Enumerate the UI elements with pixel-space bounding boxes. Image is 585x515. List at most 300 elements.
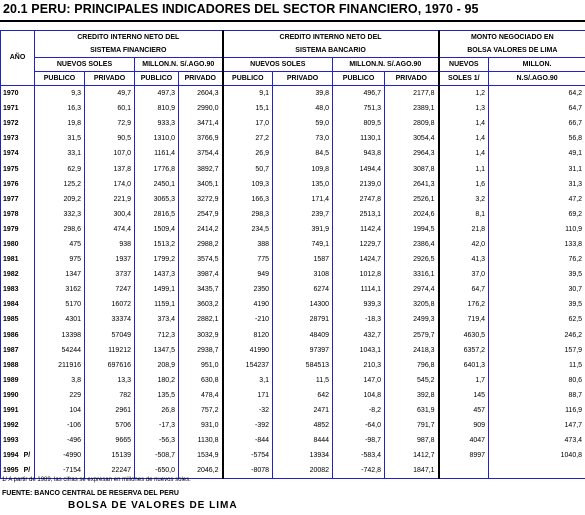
table-header <box>1 31 585 86</box>
year-cell <box>1 207 35 222</box>
value-cell: 1012,8 <box>333 267 385 282</box>
value-cell: 57049 <box>85 328 135 343</box>
value-cell: 3,2 <box>439 192 489 207</box>
value-cell: 3574,5 <box>179 252 223 267</box>
value-cell: 56,8 <box>489 131 585 146</box>
source-note: FUENTE: BANCO CENTRAL DE RESERVA DEL PERU <box>2 490 179 497</box>
value-cell: 31,5 <box>35 131 85 146</box>
value-cell: 809,5 <box>333 116 385 131</box>
value-cell: 64,7 <box>439 282 489 297</box>
value-cell: 31,3 <box>489 177 585 192</box>
value-cell: 2450,1 <box>135 177 179 192</box>
value-cell: 496,7 <box>333 86 385 102</box>
value-cell: 5170 <box>35 297 85 312</box>
value-cell: 13,3 <box>85 373 135 388</box>
value-cell: 775 <box>223 252 273 267</box>
value-cell: 1799,2 <box>135 252 179 267</box>
value-cell: 4047 <box>439 433 489 448</box>
value-cell: 15,1 <box>223 101 273 116</box>
value-cell: 69,2 <box>489 207 585 222</box>
title-rule <box>0 20 585 22</box>
value-cell: 1,2 <box>439 86 489 102</box>
value-cell: 1437,3 <box>135 267 179 282</box>
year-cell <box>1 177 35 192</box>
footnote: 1/ A partir de 1989, las cifras se expresan en millones de nuevos soles. <box>2 477 191 483</box>
value-cell: 2641,3 <box>385 177 439 192</box>
value-cell: 48409 <box>273 328 333 343</box>
value-cell: 14300 <box>273 297 333 312</box>
table-row <box>1 282 585 297</box>
value-cell: 171,4 <box>273 192 333 207</box>
year-cell <box>1 403 35 418</box>
value-cell: 1,4 <box>439 146 489 161</box>
millon-n-header: MILLON.N. S/.AGO.90 <box>135 58 223 72</box>
table-row <box>1 116 585 131</box>
value-cell: 631,9 <box>385 403 439 418</box>
value-cell: 33374 <box>85 312 135 327</box>
value-cell: 584513 <box>273 358 333 373</box>
year-value: 1994 <box>3 452 19 460</box>
value-cell: 171 <box>223 388 273 403</box>
value-cell: 810,9 <box>135 101 179 116</box>
group3-header-line1: MONTO NEGOCIADO EN <box>439 31 585 45</box>
value-cell: 72,9 <box>85 116 135 131</box>
value-cell: 1937 <box>85 252 135 267</box>
year-cell <box>1 237 35 252</box>
value-cell: 909 <box>439 418 489 433</box>
value-cell: 2926,5 <box>385 252 439 267</box>
value-cell: 15139 <box>85 448 135 463</box>
value-cell: 104,8 <box>333 388 385 403</box>
value-cell: 1,1 <box>439 161 489 176</box>
table-row <box>1 312 585 327</box>
value-cell: 2526,1 <box>385 192 439 207</box>
table-row <box>1 403 585 418</box>
value-cell: 3405,1 <box>179 177 223 192</box>
value-cell: 49,1 <box>489 146 585 161</box>
value-cell: -98,7 <box>333 433 385 448</box>
value-cell: 41,3 <box>439 252 489 267</box>
value-cell: 73,0 <box>273 131 333 146</box>
nuevos-soles-header: NUEVOS SOLES <box>35 58 135 72</box>
value-cell: 104 <box>35 403 85 418</box>
value-cell: 300,4 <box>85 207 135 222</box>
value-cell: -392 <box>223 418 273 433</box>
value-cell: 147,0 <box>333 373 385 388</box>
value-cell: 2418,3 <box>385 343 439 358</box>
bolsa-col2-header-line1: MILLON. <box>489 58 585 72</box>
year-value: 1978 <box>3 210 19 218</box>
year-cell <box>1 373 35 388</box>
value-cell: 3,1 <box>223 373 273 388</box>
value-cell: 2547,9 <box>179 207 223 222</box>
value-cell: 642 <box>273 388 333 403</box>
value-cell: 1,6 <box>439 177 489 192</box>
year-cell <box>1 328 35 343</box>
value-cell: 1347,5 <box>135 343 179 358</box>
value-cell: -583,4 <box>333 448 385 463</box>
value-cell: 3603,2 <box>179 297 223 312</box>
value-cell: 154237 <box>223 358 273 373</box>
value-cell: 545,2 <box>385 373 439 388</box>
value-cell: -8078 <box>223 463 273 479</box>
table-row <box>1 388 585 403</box>
year-value: 1977 <box>3 195 19 203</box>
table-body <box>1 86 585 479</box>
value-cell: 697616 <box>85 358 135 373</box>
year-value: 1995 <box>3 467 19 475</box>
value-cell: 21,8 <box>439 222 489 237</box>
value-cell: 39,5 <box>489 297 585 312</box>
value-cell: 1043,1 <box>333 343 385 358</box>
privado-header-3: PRIVADO <box>273 72 333 86</box>
privado-header-4: PRIVADO <box>385 72 439 86</box>
value-cell: 116,9 <box>489 403 585 418</box>
value-cell: 64,2 <box>489 86 585 102</box>
value-cell: 1130,1 <box>333 131 385 146</box>
value-cell: 137,8 <box>85 161 135 176</box>
year-cell <box>1 101 35 116</box>
year-value: 1984 <box>3 301 19 309</box>
millon-n-header-2: MILLON.N. S/.AGO.90 <box>333 58 439 72</box>
value-cell: 298,3 <box>223 207 273 222</box>
value-cell: 50,7 <box>223 161 273 176</box>
value-cell: 478,4 <box>179 388 223 403</box>
year-cell <box>1 86 35 102</box>
value-cell: 180,2 <box>135 373 179 388</box>
value-cell: 975 <box>35 252 85 267</box>
year-value: 1980 <box>3 240 19 248</box>
value-cell: 3766,9 <box>179 131 223 146</box>
value-cell: 1847,1 <box>385 463 439 479</box>
value-cell: 109,3 <box>223 177 273 192</box>
year-cell <box>1 448 35 463</box>
value-cell: 90,5 <box>85 131 135 146</box>
value-cell: 9,3 <box>35 86 85 102</box>
value-cell: 62,5 <box>489 312 585 327</box>
value-cell: 1161,4 <box>135 146 179 161</box>
value-cell: 712,3 <box>135 328 179 343</box>
year-cell <box>1 161 35 176</box>
value-cell: 211916 <box>35 358 85 373</box>
value-cell: 1,3 <box>439 101 489 116</box>
value-cell: 2579,7 <box>385 328 439 343</box>
year-cell <box>1 343 35 358</box>
value-cell: 931,0 <box>179 418 223 433</box>
bolsa-col1-header-line1: NUEVOS <box>439 58 489 72</box>
year-cell <box>1 267 35 282</box>
value-cell: 757,2 <box>179 403 223 418</box>
year-cell <box>1 418 35 433</box>
value-cell: 1347 <box>35 267 85 282</box>
publico-header-2: PUBLICO <box>135 72 179 86</box>
value-cell: 1513,2 <box>135 237 179 252</box>
year-value: 1975 <box>3 165 19 173</box>
data-table-wrapper <box>0 30 585 479</box>
value-cell: 3087,8 <box>385 161 439 176</box>
year-cell <box>1 252 35 267</box>
value-cell: 1,4 <box>439 116 489 131</box>
value-cell: 2990,0 <box>179 101 223 116</box>
year-cell <box>1 312 35 327</box>
value-cell: 8444 <box>273 433 333 448</box>
table-row <box>1 146 585 161</box>
value-cell: 97397 <box>273 343 333 358</box>
value-cell: 30,7 <box>489 282 585 297</box>
value-cell: 3108 <box>273 267 333 282</box>
value-cell: 4301 <box>35 312 85 327</box>
year-note: P/ <box>23 452 31 460</box>
value-cell: 2139,0 <box>333 177 385 192</box>
value-cell: -508,7 <box>135 448 179 463</box>
value-cell: 234,5 <box>223 222 273 237</box>
value-cell: 16072 <box>85 297 135 312</box>
value-cell: 2938,7 <box>179 343 223 358</box>
value-cell: 2414,2 <box>179 222 223 237</box>
value-cell: 987,8 <box>385 433 439 448</box>
value-cell: 630,8 <box>179 373 223 388</box>
value-cell: 133,8 <box>489 237 585 252</box>
value-cell: 3272,9 <box>179 192 223 207</box>
year-value: 1989 <box>3 376 19 384</box>
value-cell: 2961 <box>85 403 135 418</box>
table-row <box>1 252 585 267</box>
value-cell: 1587 <box>273 252 333 267</box>
value-cell: 3032,9 <box>179 328 223 343</box>
value-cell: 373,4 <box>135 312 179 327</box>
year-cell <box>1 433 35 448</box>
value-cell: 751,3 <box>333 101 385 116</box>
value-cell: 473,4 <box>489 433 585 448</box>
value-cell: 392,8 <box>385 388 439 403</box>
value-cell: -56,3 <box>135 433 179 448</box>
bolsa-col2-header-line2: N.S/.AGO.90 <box>489 72 585 86</box>
value-cell: 26,9 <box>223 146 273 161</box>
value-cell: 7247 <box>85 282 135 297</box>
value-cell: 3435,7 <box>179 282 223 297</box>
year-value: 1993 <box>3 437 19 445</box>
value-cell: 8120 <box>223 328 273 343</box>
year-value: 1985 <box>3 316 19 324</box>
value-cell: 4190 <box>223 297 273 312</box>
table-row <box>1 222 585 237</box>
value-cell: 2499,3 <box>385 312 439 327</box>
value-cell: 796,8 <box>385 358 439 373</box>
value-cell: 3,8 <box>35 373 85 388</box>
value-cell: 2389,1 <box>385 101 439 116</box>
year-cell <box>1 358 35 373</box>
value-cell: 719,4 <box>439 312 489 327</box>
value-cell: 166,3 <box>223 192 273 207</box>
value-cell: 9665 <box>85 433 135 448</box>
year-column-header: AÑO <box>1 31 35 86</box>
year-note: P/ <box>23 467 31 475</box>
value-cell: 3205,8 <box>385 297 439 312</box>
value-cell: 2964,3 <box>385 146 439 161</box>
privado-header: PRIVADO <box>85 72 135 86</box>
value-cell: -496 <box>35 433 85 448</box>
value-cell: 221,9 <box>85 192 135 207</box>
value-cell: 16,3 <box>35 101 85 116</box>
value-cell: 11,5 <box>489 358 585 373</box>
value-cell: 110,9 <box>489 222 585 237</box>
value-cell: 147,7 <box>489 418 585 433</box>
group2-header-line1: CREDITO INTERNO NETO DEL <box>223 31 439 45</box>
value-cell: 6274 <box>273 282 333 297</box>
table-row <box>1 237 585 252</box>
value-cell: -106 <box>35 418 85 433</box>
value-cell: 80,6 <box>489 373 585 388</box>
value-cell: 54244 <box>35 343 85 358</box>
value-cell: 59,0 <box>273 116 333 131</box>
value-cell: 2809,8 <box>385 116 439 131</box>
value-cell: -650,0 <box>135 463 179 479</box>
value-cell: 49,7 <box>85 86 135 102</box>
value-cell: 135,0 <box>273 177 333 192</box>
value-cell: 76,2 <box>489 252 585 267</box>
value-cell: -18,3 <box>333 312 385 327</box>
table-row <box>1 448 585 463</box>
value-cell: 8,1 <box>439 207 489 222</box>
value-cell: 2882,1 <box>179 312 223 327</box>
value-cell: -32 <box>223 403 273 418</box>
year-value: 1986 <box>3 331 19 339</box>
value-cell: 33,1 <box>35 146 85 161</box>
value-cell: 26,8 <box>135 403 179 418</box>
value-cell: 949 <box>223 267 273 282</box>
value-cell: 3892,7 <box>179 161 223 176</box>
value-cell: 749,1 <box>273 237 333 252</box>
value-cell: 11,5 <box>273 373 333 388</box>
value-cell: 3987,4 <box>179 267 223 282</box>
table-row <box>1 177 585 192</box>
table-row <box>1 358 585 373</box>
table-row <box>1 418 585 433</box>
value-cell: 1,4 <box>439 131 489 146</box>
value-cell: 6401,3 <box>439 358 489 373</box>
year-value: 1991 <box>3 407 19 415</box>
year-value: 1983 <box>3 286 19 294</box>
value-cell: 39,5 <box>489 267 585 282</box>
value-cell: 782 <box>85 388 135 403</box>
publico-header-4: PUBLICO <box>333 72 385 86</box>
publico-header-3: PUBLICO <box>223 72 273 86</box>
table-row <box>1 86 585 102</box>
value-cell: 497,3 <box>135 86 179 102</box>
value-cell: 5706 <box>85 418 135 433</box>
value-cell: 47,2 <box>489 192 585 207</box>
value-cell: 28791 <box>273 312 333 327</box>
year-value: 1982 <box>3 271 19 279</box>
value-cell: 13398 <box>35 328 85 343</box>
value-cell: 475 <box>35 237 85 252</box>
table-row <box>1 131 585 146</box>
group2-header-line2: SISTEMA BANCARIO <box>223 44 439 58</box>
value-cell <box>489 463 585 479</box>
value-cell: 145 <box>439 388 489 403</box>
year-cell <box>1 116 35 131</box>
table-row <box>1 161 585 176</box>
value-cell: 1499,1 <box>135 282 179 297</box>
page-title: 20.1 PERU: PRINCIPALES INDICADORES DEL SECTOR FINANCIERO, 1970 - 95 <box>3 2 479 16</box>
value-cell: 31,1 <box>489 161 585 176</box>
value-cell: 2747,8 <box>333 192 385 207</box>
value-cell: 1310,0 <box>135 131 179 146</box>
value-cell: 3162 <box>35 282 85 297</box>
value-cell: 2974,4 <box>385 282 439 297</box>
value-cell: 474,4 <box>85 222 135 237</box>
value-cell: 1,7 <box>439 373 489 388</box>
year-cell <box>1 297 35 312</box>
year-value: 1987 <box>3 346 19 354</box>
financial-indicators-table <box>0 30 585 479</box>
value-cell: -64,0 <box>333 418 385 433</box>
value-cell: 135,5 <box>135 388 179 403</box>
year-cell <box>1 282 35 297</box>
table-row <box>1 297 585 312</box>
value-cell: 791,7 <box>385 418 439 433</box>
value-cell: -210 <box>223 312 273 327</box>
value-cell: 2046,2 <box>179 463 223 479</box>
value-cell: 17,0 <box>223 116 273 131</box>
value-cell: 109,8 <box>273 161 333 176</box>
year-cell <box>1 146 35 161</box>
value-cell: 938 <box>85 237 135 252</box>
group3-header-line2: BOLSA VALORES DE LIMA <box>439 44 585 58</box>
value-cell: 2513,1 <box>333 207 385 222</box>
value-cell: 391,9 <box>273 222 333 237</box>
value-cell: -844 <box>223 433 273 448</box>
nuevos-soles-header-2: NUEVOS SOLES <box>223 58 333 72</box>
value-cell: 125,2 <box>35 177 85 192</box>
value-cell: 66,7 <box>489 116 585 131</box>
value-cell: 939,3 <box>333 297 385 312</box>
value-cell: 1424,7 <box>333 252 385 267</box>
year-value: 1988 <box>3 361 19 369</box>
value-cell: 209,2 <box>35 192 85 207</box>
value-cell: 19,8 <box>35 116 85 131</box>
value-cell: 8997 <box>439 448 489 463</box>
value-cell: 4630,5 <box>439 328 489 343</box>
value-cell: 943,8 <box>333 146 385 161</box>
value-cell: 107,0 <box>85 146 135 161</box>
value-cell: 174,0 <box>85 177 135 192</box>
group1-header-line1: CREDITO INTERNO NETO DEL <box>35 31 223 45</box>
value-cell: 3754,4 <box>179 146 223 161</box>
year-value: 1974 <box>3 150 19 158</box>
value-cell: 48,0 <box>273 101 333 116</box>
stamp-text: BOLSA DE VALORES DE LIMA <box>68 500 238 511</box>
value-cell: 27,2 <box>223 131 273 146</box>
value-cell: 20082 <box>273 463 333 479</box>
table-row <box>1 373 585 388</box>
value-cell: 3471,4 <box>179 116 223 131</box>
table-row <box>1 433 585 448</box>
year-cell <box>1 222 35 237</box>
value-cell: 951,0 <box>179 358 223 373</box>
value-cell: 2988,2 <box>179 237 223 252</box>
value-cell: 2604,3 <box>179 86 223 102</box>
value-cell: 3737 <box>85 267 135 282</box>
value-cell: 239,7 <box>273 207 333 222</box>
value-cell: 332,3 <box>35 207 85 222</box>
year-value: 1973 <box>3 135 19 143</box>
value-cell: 13934 <box>273 448 333 463</box>
year-value: 1972 <box>3 120 19 128</box>
value-cell: 176,2 <box>439 297 489 312</box>
value-cell: 933,3 <box>135 116 179 131</box>
value-cell: 9,1 <box>223 86 273 102</box>
